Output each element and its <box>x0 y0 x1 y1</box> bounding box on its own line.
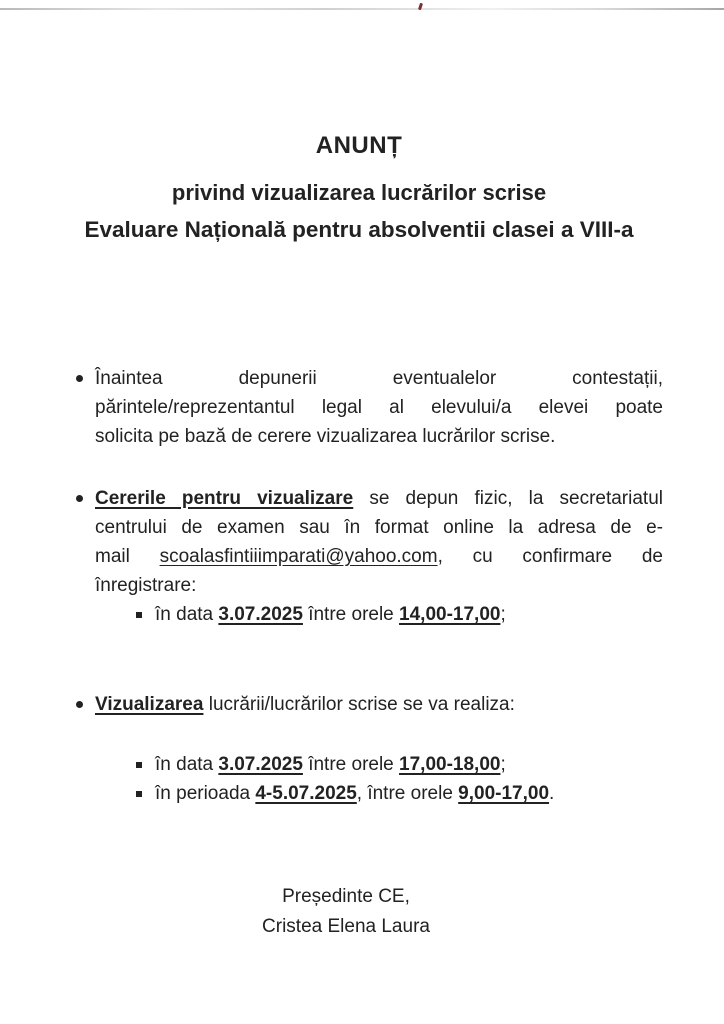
paragraph-cereri <box>95 484 663 600</box>
subitem-depunere-interval <box>155 600 675 629</box>
text-segment: , cu confirmare de <box>437 546 663 567</box>
text-segment: mail <box>95 546 160 567</box>
emphasized-text: 4-5.07.2025 <box>255 783 357 804</box>
text-line <box>155 600 675 629</box>
paragraph-text <box>95 690 663 719</box>
emphasized-text: 3.07.2025 <box>218 754 303 775</box>
emphasized-text: Vizualizarea <box>95 694 204 715</box>
paragraph-text <box>155 779 675 808</box>
text-segment: părintele/reprezentantul legal al elevului/a elevei poate <box>95 397 663 418</box>
text-segment: centrului de examen sau în format online la adresa de e- <box>95 517 663 538</box>
paragraph-text <box>95 364 663 451</box>
emphasized-text: 17,00-18,00 <box>399 754 501 775</box>
announcement-title: ANUNȚ <box>315 132 403 159</box>
bullet-square-icon <box>136 612 142 618</box>
subitem-vizualizare-interval-2 <box>155 779 675 808</box>
announcement-subtitle: privind vizualizarea lucrărilor scrise <box>171 180 547 205</box>
text-line <box>155 779 675 808</box>
text-line <box>95 542 663 571</box>
text-line <box>95 571 663 600</box>
text-line <box>95 690 663 719</box>
text-segment: Înaintea depunerii eventualelor contestații, <box>95 368 663 389</box>
text-segment: în data <box>155 604 219 625</box>
text-line <box>155 750 675 779</box>
text-segment: ; <box>500 604 506 625</box>
text-line <box>95 513 663 542</box>
bullet-dot-icon <box>76 375 83 382</box>
emphasized-text: Cererile pentru vizualizare <box>95 488 354 509</box>
text-segment: lucrării/lucrărilor scrise se va realiza: <box>203 694 515 715</box>
emphasized-text: scoalasfintiiimparati@yahoo.com <box>159 546 438 567</box>
text-segment: între orele <box>302 754 400 775</box>
text-segment: în data <box>155 754 219 775</box>
text-line <box>95 393 663 422</box>
signature-name: Cristea Elena Laura <box>262 916 430 937</box>
bullet-square-icon <box>136 791 142 797</box>
signature-role: Președinte CE, <box>282 886 410 907</box>
text-line <box>95 364 663 393</box>
bullet-dot-icon <box>76 495 83 502</box>
text-segment: se depun fizic, la secretariatul <box>353 488 663 509</box>
bullet-dot-icon <box>76 701 83 708</box>
text-segment: între orele <box>302 604 400 625</box>
paragraph-text <box>95 484 663 600</box>
announcement-exam-line: Evaluare Națională pentru absolventii clasei a VIII-a <box>84 217 634 242</box>
paragraph-contestatii <box>95 364 663 451</box>
signature-block <box>262 882 430 942</box>
text-line <box>95 422 663 451</box>
text-segment: . <box>549 783 555 804</box>
text-line <box>95 484 663 513</box>
text-segment: , între orele <box>356 783 459 804</box>
emphasized-text: 9,00-17,00 <box>458 783 550 804</box>
paragraph-text <box>155 750 675 779</box>
text-segment: ; <box>500 754 506 775</box>
paragraph-text <box>155 600 675 629</box>
text-segment: înregistrare: <box>95 575 197 596</box>
text-segment: în perioada <box>155 783 256 804</box>
subitem-vizualizare-interval-1 <box>155 750 675 779</box>
paragraph-vizualizare <box>95 690 663 719</box>
emphasized-text: 14,00-17,00 <box>399 604 501 625</box>
text-segment: solicita pe bază de cerere vizualizarea lucrărilor scrise. <box>95 426 556 447</box>
bullet-square-icon <box>136 762 142 768</box>
scan-artifact-line <box>0 8 724 10</box>
emphasized-text: 3.07.2025 <box>218 604 303 625</box>
